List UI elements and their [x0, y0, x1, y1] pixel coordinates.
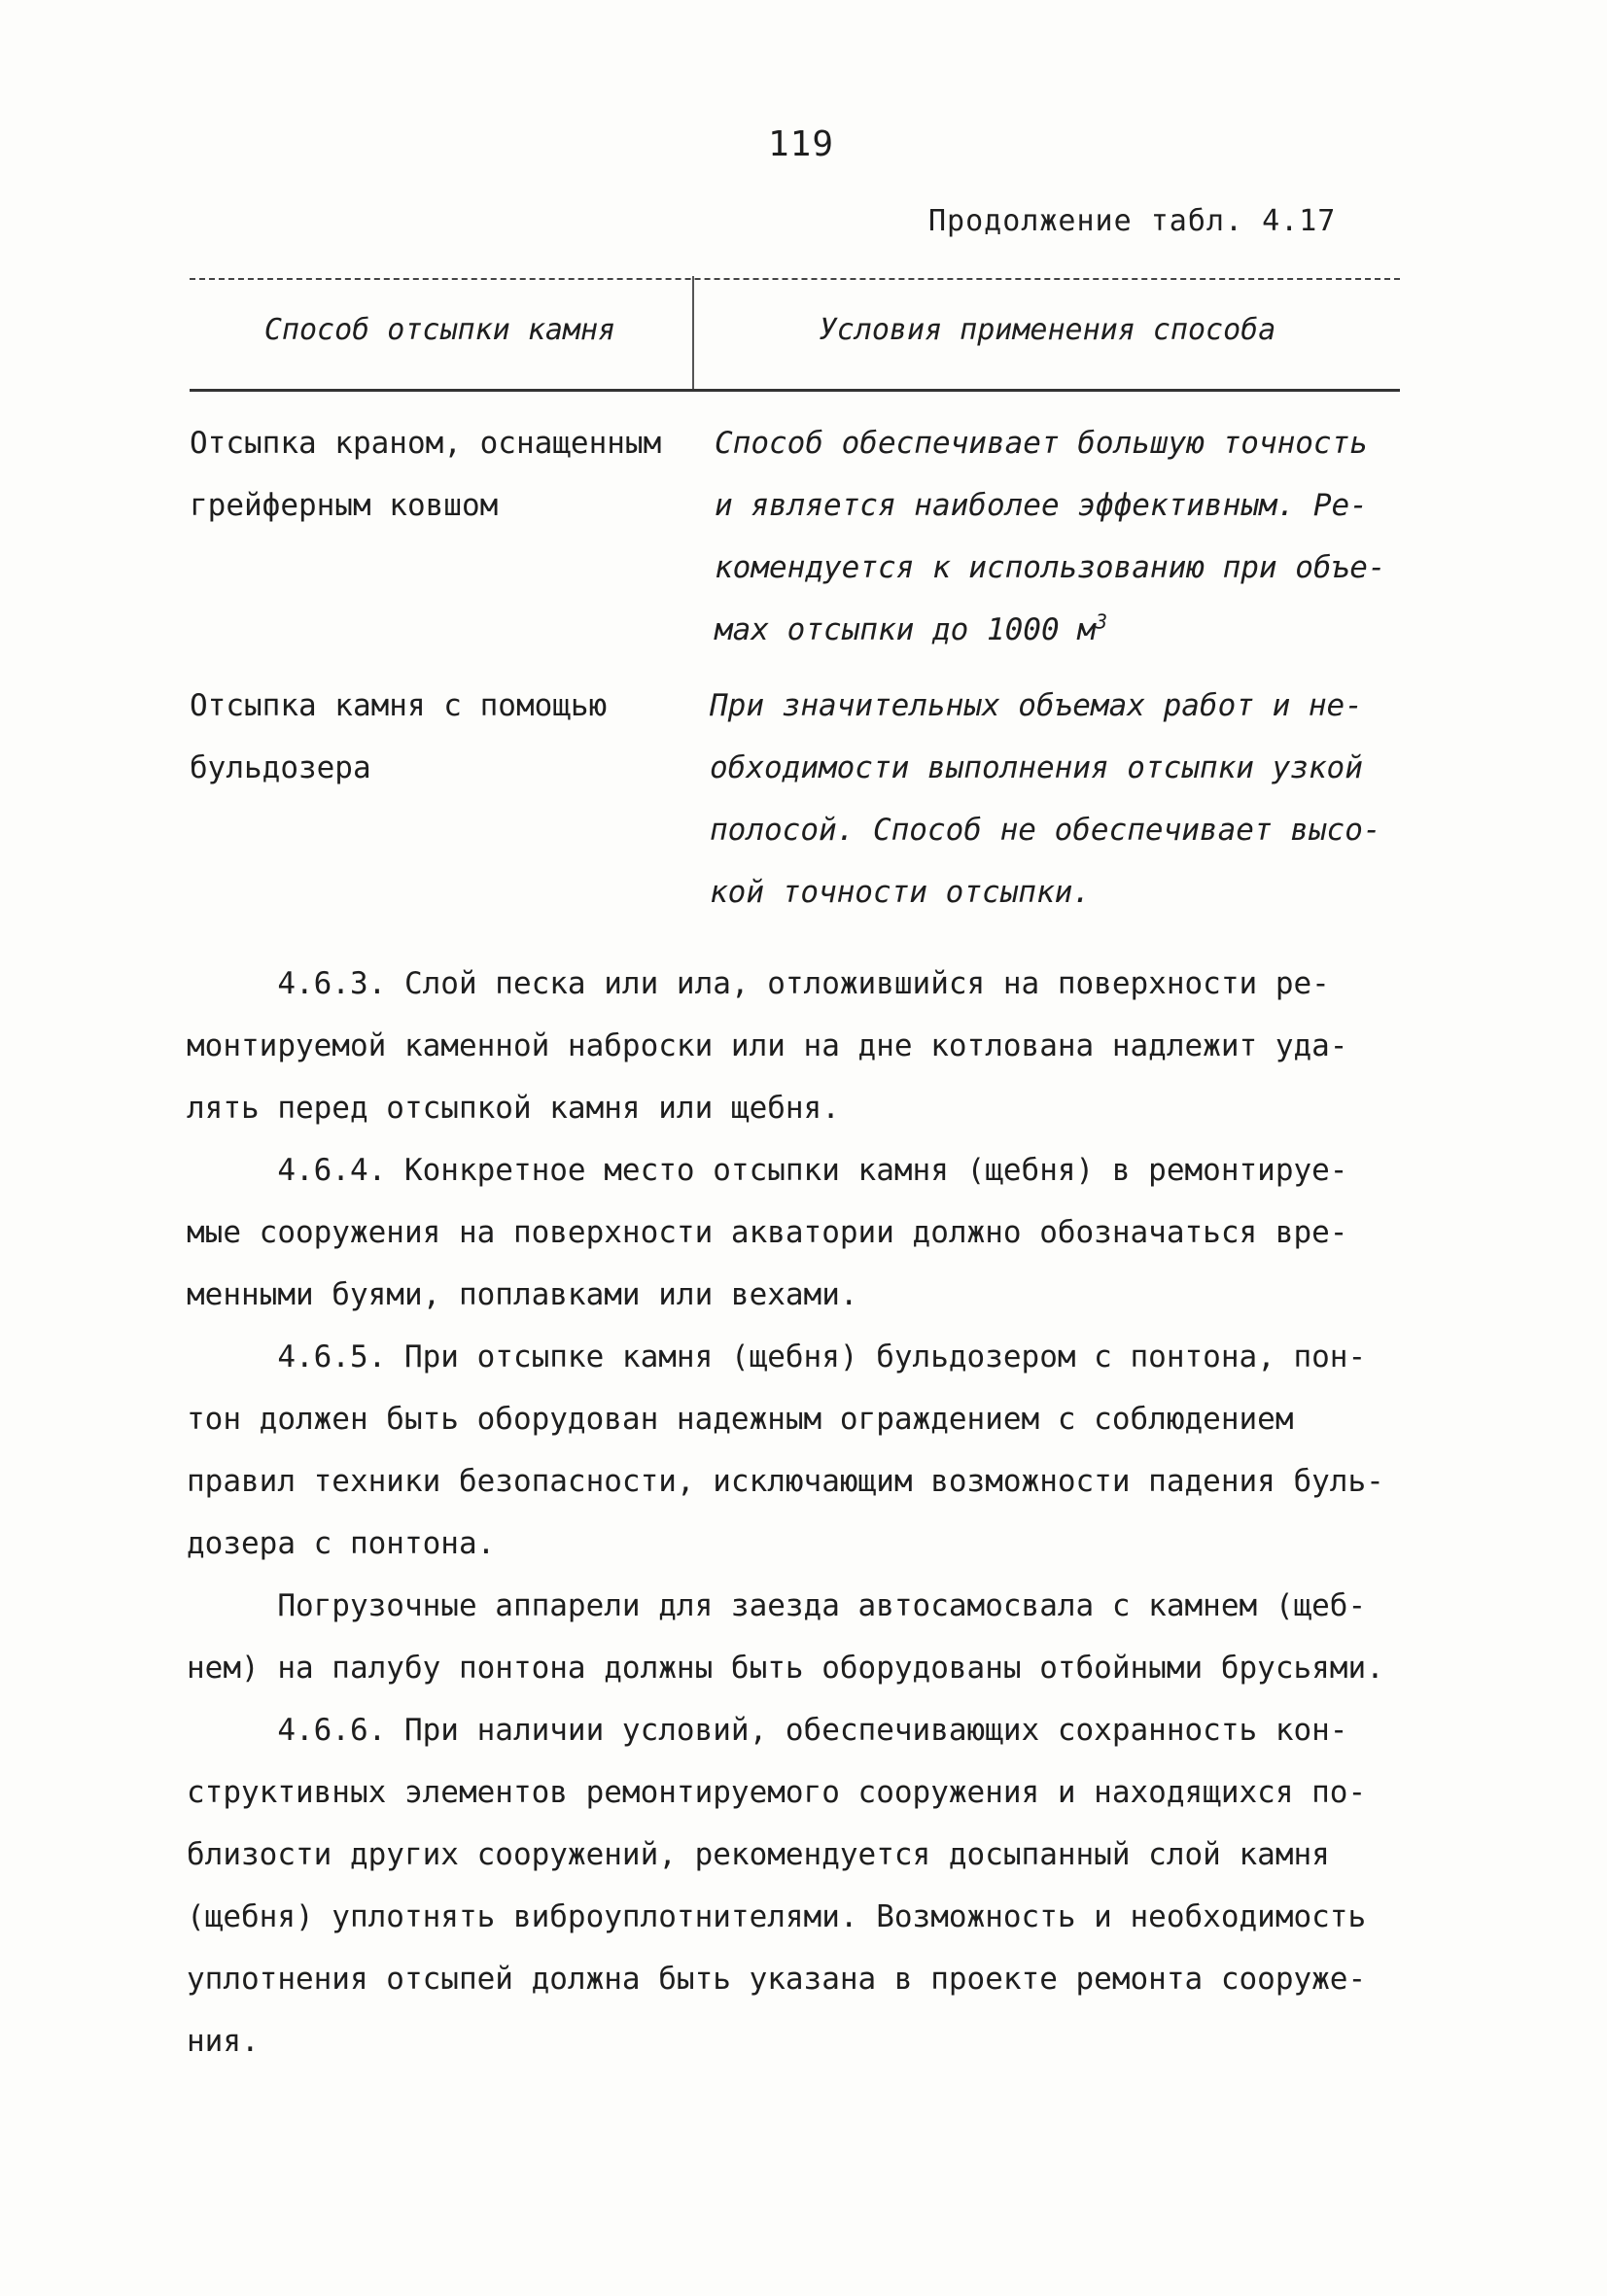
table-top-rule [190, 278, 1400, 280]
paragraph-4-6-3: 4.6.3. Слой песка или ила, отложившийся на поверхности ре- монтируемой каменной наброски или на дне котлована надлежит уда- лять перед отсыпкой камня или щебня. [187, 966, 1348, 1126]
table-row-1-method: Отсыпка краном, оснащенным грейферным ковшом [190, 426, 662, 523]
table-row-2-method: Отсыпка камня с помощью бульдозера [190, 688, 608, 785]
table-header-method: Способ отсыпки камня [263, 313, 616, 347]
table-header-rule [190, 389, 1400, 392]
paragraph-4-6-4: 4.6.4. Конкретное место отсыпки камня (щебня) в ремонтируе- мые сооружения на поверхности акватории должно обозначаться вре- менными буями, поплавками или вехами. [187, 1153, 1348, 1312]
paragraph-4-6-5: 4.6.5. При отсыпке камня (щебня) бульдозером с понтона, пон- тон должен быть оборудован надежным ограждением с соблюдением правил техники безопасности, исключающим возможности падения буль- дозера с понтона. [187, 1339, 1384, 1561]
paragraph-ramps: Погрузочные аппарели для заезда автосамосвала с камнем (щеб- нем) на палубу понтона должны быть оборудованы отбойными брусьями. [187, 1588, 1384, 1686]
superscript-cubic: 3 [1095, 609, 1107, 634]
table-row-1-conditions-text: Способ обеспечивает большую точность и является наиболее эффективным. Ре- комендуется к использованию при объе- мах отсыпки до 1000 м [715, 426, 1386, 647]
paragraph-4-6-6: 4.6.6. При наличии условий, обеспечивающих сохранность кон- структивных элементов ремонтируемого сооружения и находящихся по- близости других сооружений, рекомендуется досыпанный слой камня (щебня) уплотнять виброуплотнителями. Возможность и необходимость уплотнения отсыпей должна быть указана в проекте ремонта сооруже- ния. [187, 1713, 1367, 2059]
table-row-2-conditions: При значительных объемах работ и не- обходимости выполнения отсыпки узкой полосой. Способ не обеспечивает высо- кой точности отсыпки. [710, 688, 1381, 910]
table-column-divider [692, 276, 694, 391]
table-header-conditions: Условия применения способа [819, 313, 1276, 347]
table-caption: Продолжение табл. 4.17 [928, 204, 1337, 238]
page-number: 119 [768, 124, 835, 164]
table-row-1-conditions [715, 412, 1386, 661]
